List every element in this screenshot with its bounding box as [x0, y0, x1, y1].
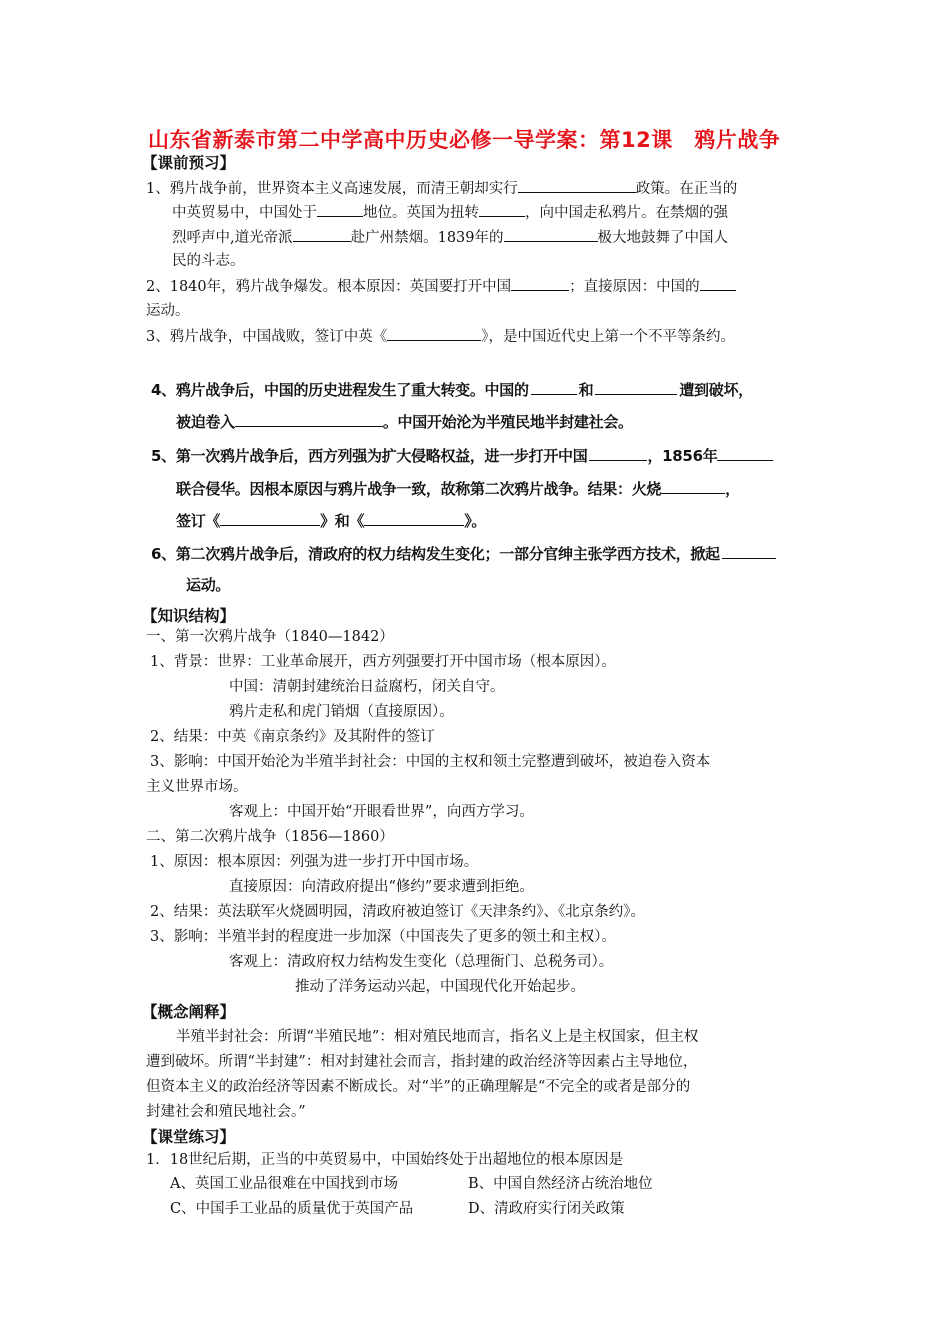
structure-line: 中国：清朝封建统治日益腐朽，闭关自守。: [229, 679, 505, 695]
structure-line: 客观上：清政府权力结构发生变化（总理衙门、总税务司）。: [229, 954, 614, 970]
structure-line: 鸦片走私和虎门销烟（直接原因）。: [229, 704, 454, 720]
preview-q1-line4: 民的斗志。: [172, 253, 245, 269]
structure-line: 3、影响：半殖半封的程度进一步加深（中国丧失了更多的领土和主权）。: [150, 929, 616, 945]
practice-question: 1．18世纪后期，正当的中英贸易中，中国始终处于出超地位的根本原因是: [146, 1152, 624, 1168]
fill-blank[interactable]: [504, 227, 598, 242]
fill-blank[interactable]: [235, 412, 383, 427]
fill-blank[interactable]: [531, 380, 577, 395]
fill-blank[interactable]: [722, 544, 776, 559]
text: 赴广州禁烟。1839年的: [350, 230, 504, 246]
fill-blank[interactable]: [387, 326, 481, 341]
preview-q4-line2: [176, 412, 633, 432]
structure-line: 二、第二次鸦片战争（1856—1860）: [146, 829, 394, 845]
text: 5、第一次鸦片战争后，西方列强为扩大侵略权益，进一步打开中国: [151, 447, 588, 465]
practice-option-c[interactable]: C、中国手工业品的质量优于英国产品: [170, 1201, 414, 1217]
fill-blank[interactable]: [595, 380, 677, 395]
preview-q6-line1: [151, 544, 776, 564]
preview-q1-line3: [172, 227, 728, 248]
text: 1、鸦片战争前，世界资本主义高速发展，而清王朝却实行: [146, 181, 518, 197]
text: 被迫卷入: [176, 413, 235, 431]
text: 签订《: [176, 512, 221, 530]
fill-blank[interactable]: [700, 276, 736, 291]
preview-q6-line2: 运动。: [186, 576, 231, 594]
structure-line: 主义世界市场。: [146, 779, 248, 795]
concept-line: 半殖半封社会：所谓“半殖民地”：相对殖民地而言，指名义上是主权国家，但主权: [176, 1029, 699, 1045]
text: 烈呼声中,道光帝派: [172, 230, 293, 246]
preview-q2-line2: 运动。: [146, 303, 190, 319]
text: 3、鸦片战争，中国战败，签订中英《: [146, 329, 388, 345]
concept-line: 但资本主义的政治经济等因素不断成长。对“半”的正确理解是“不完全的或者是部分的: [146, 1079, 691, 1095]
preview-q4-line1: [151, 380, 753, 400]
fill-blank[interactable]: [479, 202, 525, 217]
preview-q1-line1: [146, 178, 737, 199]
text: 联合侵华。因根本原因与鸦片战争一致，故称第二次鸦片战争。结果：火烧: [176, 480, 662, 498]
text: 》，是中国近代史上第一个不平等条约。: [481, 329, 735, 345]
section-heading-concept: 【概念阐释】: [142, 1003, 236, 1021]
text: 中英贸易中，中国处于: [172, 205, 317, 221]
structure-line: 直接原因：向清政府提出“修约”要求遭到拒绝。: [229, 879, 534, 895]
text: 极大地鼓舞了中国人: [597, 230, 729, 246]
structure-line: 1、背景：世界：工业革命展开，西方列强要打开中国市场（根本原因）。: [150, 654, 616, 670]
fill-blank[interactable]: [518, 178, 636, 193]
text: 6、第二次鸦片战争后，清政府的权力结构发生变化；一部分官绅主张学西方技术，掀起: [151, 545, 720, 563]
text: 》和《: [320, 512, 365, 530]
preview-q5-line2: [176, 479, 740, 499]
text: 4、鸦片战争后，中国的历史进程发生了重大转变。中国的: [151, 381, 529, 399]
text: 地位。英国为扭转: [363, 205, 479, 221]
text: 政策。在正当的: [635, 181, 738, 197]
text: 遭到破坏，: [679, 381, 753, 399]
text: ；直接原因：中国的: [569, 279, 700, 295]
text: ，: [725, 480, 740, 498]
preview-q5-line3: [176, 511, 486, 531]
concept-line: 遭到破坏。所谓“半封建”：相对封建社会而言，指封建的政治经济等因素占主导地位，: [146, 1054, 698, 1070]
fill-blank[interactable]: [511, 276, 569, 291]
structure-line: 推动了洋务运动兴起，中国现代化开始起步。: [295, 979, 585, 995]
structure-line: 客观上：中国开始“开眼看世界”，向西方学习。: [229, 804, 534, 820]
structure-line: 3、影响：中国开始沦为半殖半封社会：中国的主权和领土完整遭到破坏，被迫卷入资本: [150, 754, 711, 770]
preview-q2-line1: [146, 276, 736, 297]
practice-option-b[interactable]: B、中国自然经济占统治地位: [468, 1176, 653, 1192]
fill-blank[interactable]: [717, 446, 773, 461]
structure-line: 2、结果：中英《南京条约》及其附件的签订: [150, 729, 435, 745]
concept-line: 封建社会和殖民地社会。”: [146, 1104, 306, 1120]
section-heading-practice: 【课堂练习】: [142, 1128, 236, 1146]
practice-option-d[interactable]: D、清政府实行闭关政策: [468, 1201, 625, 1217]
page-title: 山东省新泰市第二中学高中历史必修一导学案：第12课 鸦片战争: [148, 128, 781, 152]
structure-line: 2、结果：英法联军火烧圆明园，清政府被迫签订《天津条约》、《北京条约》。: [150, 904, 645, 920]
section-heading-preview: 【课前预习】: [142, 154, 236, 172]
fill-blank[interactable]: [589, 446, 647, 461]
text: 》。: [464, 512, 487, 530]
fill-blank[interactable]: [364, 511, 464, 526]
preview-q5-line1: [151, 446, 773, 466]
text: ，1856年: [647, 447, 718, 465]
text: 。中国开始沦为半殖民地半封建社会。: [382, 413, 633, 431]
fill-blank[interactable]: [220, 511, 320, 526]
preview-q1-line2: [172, 202, 728, 223]
structure-line: 1、原因：根本原因：列强为进一步打开中国市场。: [150, 854, 479, 870]
fill-blank[interactable]: [317, 202, 363, 217]
structure-line: 一、第一次鸦片战争（1840—1842）: [146, 629, 394, 645]
section-heading-structure: 【知识结构】: [142, 607, 236, 625]
practice-option-a[interactable]: A、英国工业品很难在中国找到市场: [170, 1176, 398, 1192]
preview-q3-line: [146, 326, 735, 347]
text: 和: [578, 381, 594, 399]
text: 2、1840年，鸦片战争爆发。根本原因：英国要打开中国: [146, 279, 512, 295]
fill-blank[interactable]: [661, 479, 725, 494]
fill-blank[interactable]: [293, 227, 351, 242]
text: ，向中国走私鸦片。在禁烟的强: [525, 205, 728, 221]
